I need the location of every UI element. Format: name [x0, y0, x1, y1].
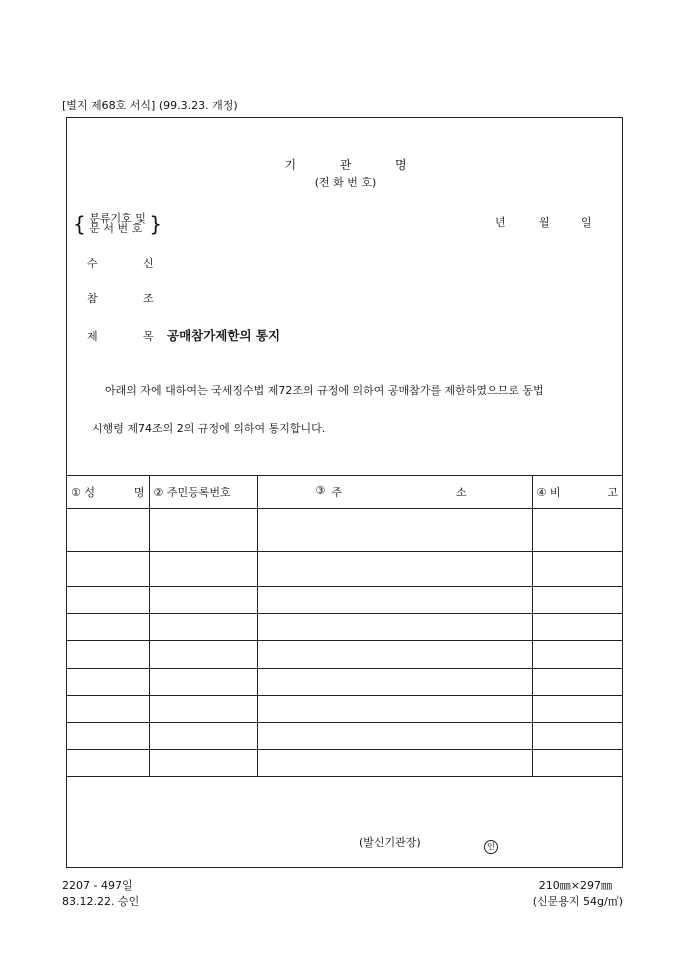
- footer-approval: 83.12.22. 승인: [62, 895, 140, 908]
- table-cell: [532, 641, 622, 669]
- subject-label-2: 목: [143, 330, 154, 343]
- table-cell: [257, 669, 532, 696]
- recipient-label-1: 수: [87, 257, 98, 270]
- table-row: [67, 552, 622, 587]
- table-cell: [257, 552, 532, 587]
- table-cell: [67, 641, 149, 669]
- body-line-1: 아래의 자에 대하여는 국세징수법 제72조의 규정에 의하여 공매참가를 제한하였으므로 동법: [105, 384, 544, 397]
- agency-phone: (전 화 번 호): [314, 176, 377, 189]
- table-cell: [532, 750, 622, 777]
- table-cell: [67, 587, 149, 614]
- seal-icon: 인: [484, 840, 498, 854]
- table-cell: [67, 750, 149, 777]
- issuer-label: (발신기관장): [359, 836, 421, 849]
- circled-3-icon: ③: [315, 484, 326, 497]
- table-cell: [532, 696, 622, 723]
- table-cell: [149, 696, 257, 723]
- table-cell: [532, 552, 622, 587]
- header-remarks-right: 고: [607, 486, 618, 499]
- table-row: [67, 723, 622, 750]
- header-name-right: 명: [133, 486, 145, 499]
- table-row: [67, 696, 622, 723]
- table-row: [67, 750, 622, 777]
- table-cell: [257, 587, 532, 614]
- table-cell: [532, 614, 622, 641]
- agency-char-1: 기: [284, 158, 297, 172]
- form-label: [별지 제68호 서식] (99.3.23. 개정): [62, 99, 238, 112]
- table-cell: [257, 723, 532, 750]
- footer-paper: (신문용지 54g/㎡): [532, 895, 623, 908]
- table-row: [67, 641, 622, 669]
- table-row: [67, 669, 622, 696]
- table-row: [67, 587, 622, 614]
- circled-1-icon: ①: [71, 486, 81, 499]
- table-cell: [67, 552, 149, 587]
- reference-label-1: 참: [87, 292, 98, 305]
- agency-char-3: 명: [394, 158, 407, 172]
- table-cell: [67, 723, 149, 750]
- table-cell: [257, 614, 532, 641]
- table-cell: [67, 669, 149, 696]
- table-cell: [149, 587, 257, 614]
- circled-2-icon: ②: [153, 486, 164, 499]
- header-remarks: [532, 476, 622, 509]
- table-cell: [149, 723, 257, 750]
- header-address-left: 주: [331, 486, 343, 499]
- table-cell: [149, 509, 257, 552]
- body-line-2: 시행령 제74조의 2의 규정에 의하여 통지합니다.: [92, 422, 326, 435]
- doc-number-line1: 분류기호 및: [89, 212, 146, 225]
- header-address-right: 소: [456, 486, 467, 499]
- date-day: 일: [581, 216, 592, 229]
- table-row: [67, 509, 622, 552]
- header-remarks-left: 비: [549, 486, 561, 499]
- table-cell: [257, 750, 532, 777]
- agency-name: [67, 156, 624, 173]
- table-cell: [257, 509, 532, 552]
- subject-value: 공매참가제한의 통지: [167, 328, 281, 343]
- table-header-row: [67, 476, 622, 509]
- table-cell: [532, 669, 622, 696]
- footer-code: 2207 - 497일: [62, 879, 133, 892]
- table-cell: [67, 614, 149, 641]
- table-cell: [149, 552, 257, 587]
- header-address: [257, 476, 532, 509]
- table-cell: [532, 723, 622, 750]
- footer-size: 210㎜×297㎜: [538, 879, 612, 892]
- right-bracket-icon: }: [149, 212, 163, 236]
- date-year: 년: [495, 216, 506, 229]
- agency-char-2: 관: [339, 158, 352, 172]
- table-cell: [67, 509, 149, 552]
- doc-number-line2: 문 서 번 호: [89, 222, 143, 235]
- table-cell: [257, 641, 532, 669]
- table-cell: [149, 641, 257, 669]
- header-name: [67, 476, 149, 509]
- table-cell: [257, 696, 532, 723]
- form-frame: [66, 117, 623, 868]
- table-cell: [149, 750, 257, 777]
- doc-number-label: [73, 214, 162, 234]
- table-cell: [532, 509, 622, 552]
- left-bracket-icon: {: [73, 212, 86, 236]
- recipient-label-2: 신: [143, 257, 154, 270]
- table-cell: [532, 587, 622, 614]
- table-row: [67, 614, 622, 641]
- table-cell: [67, 696, 149, 723]
- subject-label-1: 제: [87, 330, 98, 343]
- circled-4-icon: ④: [536, 486, 547, 499]
- header-resident-number-label: 주민등록번호: [166, 486, 231, 499]
- reference-label-2: 조: [143, 292, 154, 305]
- date-month: 월: [539, 216, 550, 229]
- target-table: [67, 475, 622, 777]
- table-cell: [149, 614, 257, 641]
- table-cell: [149, 669, 257, 696]
- seal-mark: [484, 834, 498, 854]
- header-resident-number: [149, 476, 257, 509]
- header-name-left: 성: [84, 486, 96, 499]
